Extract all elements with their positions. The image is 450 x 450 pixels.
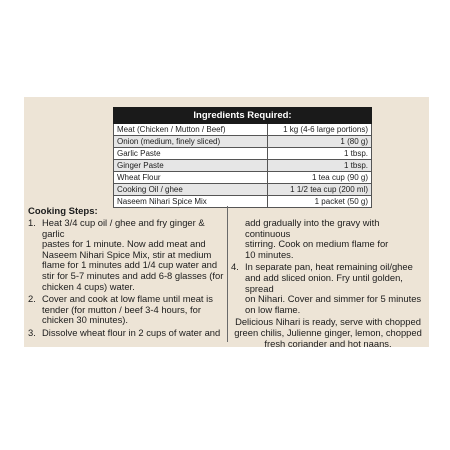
- step-3-continued: [231, 218, 425, 260]
- step-number: 2.: [28, 293, 36, 305]
- ingredient-qty: 1 kg (4-6 large portions): [268, 124, 372, 136]
- step-4: [231, 262, 425, 315]
- step-line: on low flame.: [245, 303, 301, 315]
- ingredient-name: Garlic Paste: [114, 148, 268, 160]
- step-line: on Nihari. Cover and simmer for 5 minutes: [245, 293, 422, 305]
- cooking-steps-title: Cooking Steps:: [28, 206, 98, 217]
- step-line: Heat 3/4 cup oil / ghee and fry ginger & garlic: [42, 217, 205, 239]
- step-line: stir for 5-7 minutes and add 6-8 glasses (for: [42, 269, 224, 281]
- step-2: [28, 294, 224, 326]
- steps-right-column: [231, 218, 425, 351]
- ingredient-name: Wheat Flour: [114, 172, 268, 184]
- ingredient-name: Ginger Paste: [114, 160, 268, 172]
- ingredient-qty: 1 tbsp.: [268, 160, 372, 172]
- step-line: In separate pan, heat remaining oil/ghee: [245, 261, 413, 273]
- step-line: tender (for mutton / beef 3-4 hours, for: [42, 303, 201, 315]
- step-line: Dissolve wheat flour in 2 cups of water and: [42, 326, 221, 338]
- step-line: chicken 4 cups) water.: [42, 280, 135, 292]
- step-text: [42, 294, 224, 326]
- ingredients-header: Ingredients Required:: [114, 108, 372, 124]
- step-number: 1.: [28, 217, 36, 228]
- ingredient-name: Meat (Chicken / Mutton / Beef): [114, 124, 268, 136]
- ingredients-table: [113, 107, 372, 208]
- step-line: and add sliced onion. Fry until golden, spread: [245, 271, 403, 294]
- step-text: [245, 262, 425, 315]
- serving-note: [231, 317, 425, 349]
- step-line: flame for 1 minutes add 1/4 cup water and: [42, 259, 218, 271]
- recipe-card: [24, 97, 429, 347]
- ingredient-name: Cooking Oil / ghee: [114, 184, 268, 196]
- step-3: [28, 328, 224, 339]
- ingredient-row: [114, 172, 372, 184]
- step-line: add gradually into the gravy with continuous: [245, 217, 380, 239]
- ingredient-qty: 1 tea cup (90 g): [268, 172, 372, 184]
- steps-left-column: [28, 218, 224, 341]
- ingredient-qty: 1 packet (50 g): [268, 196, 372, 208]
- ingredient-qty: 1 tbsp.: [268, 148, 372, 160]
- ingredient-row: [114, 148, 372, 160]
- ingredient-qty: 1 (80 g): [268, 136, 372, 148]
- step-line: Cover and cook at low flame until meat is: [42, 293, 213, 305]
- step-line: 10 minutes.: [245, 248, 294, 260]
- ingredient-row: [114, 160, 372, 172]
- step-line: pastes for 1 minute. Now add meat and: [42, 238, 206, 250]
- serving-line: fresh coriander and hot naans.: [264, 337, 392, 349]
- step-line: Naseem Nihari Spice Mix, stir at medium: [42, 248, 212, 260]
- ingredient-row: [114, 124, 372, 136]
- serving-line: green chilis, Julienne ginger, lemon, chopped: [234, 326, 422, 338]
- ingredient-row: [114, 196, 372, 208]
- step-line: stirring. Cook on medium flame for: [245, 238, 389, 250]
- step-text: [42, 328, 224, 339]
- ingredient-row: [114, 184, 372, 196]
- step-number: 4.: [231, 261, 239, 273]
- step-1: [28, 218, 224, 292]
- ingredient-qty: 1 1/2 tea cup (200 ml): [268, 184, 372, 196]
- step-line: chicken 30 minutes).: [42, 314, 128, 326]
- serving-line: Delicious Nihari is ready, serve with chopped: [235, 316, 421, 328]
- step-number: 3.: [28, 326, 36, 338]
- step-text: [42, 218, 224, 292]
- ingredient-row: [114, 136, 372, 148]
- ingredients-header-row: [114, 108, 372, 124]
- ingredient-name: Onion (medium, finely sliced): [114, 136, 268, 148]
- column-divider: [227, 206, 228, 342]
- ingredient-name: Naseem Nihari Spice Mix: [114, 196, 268, 208]
